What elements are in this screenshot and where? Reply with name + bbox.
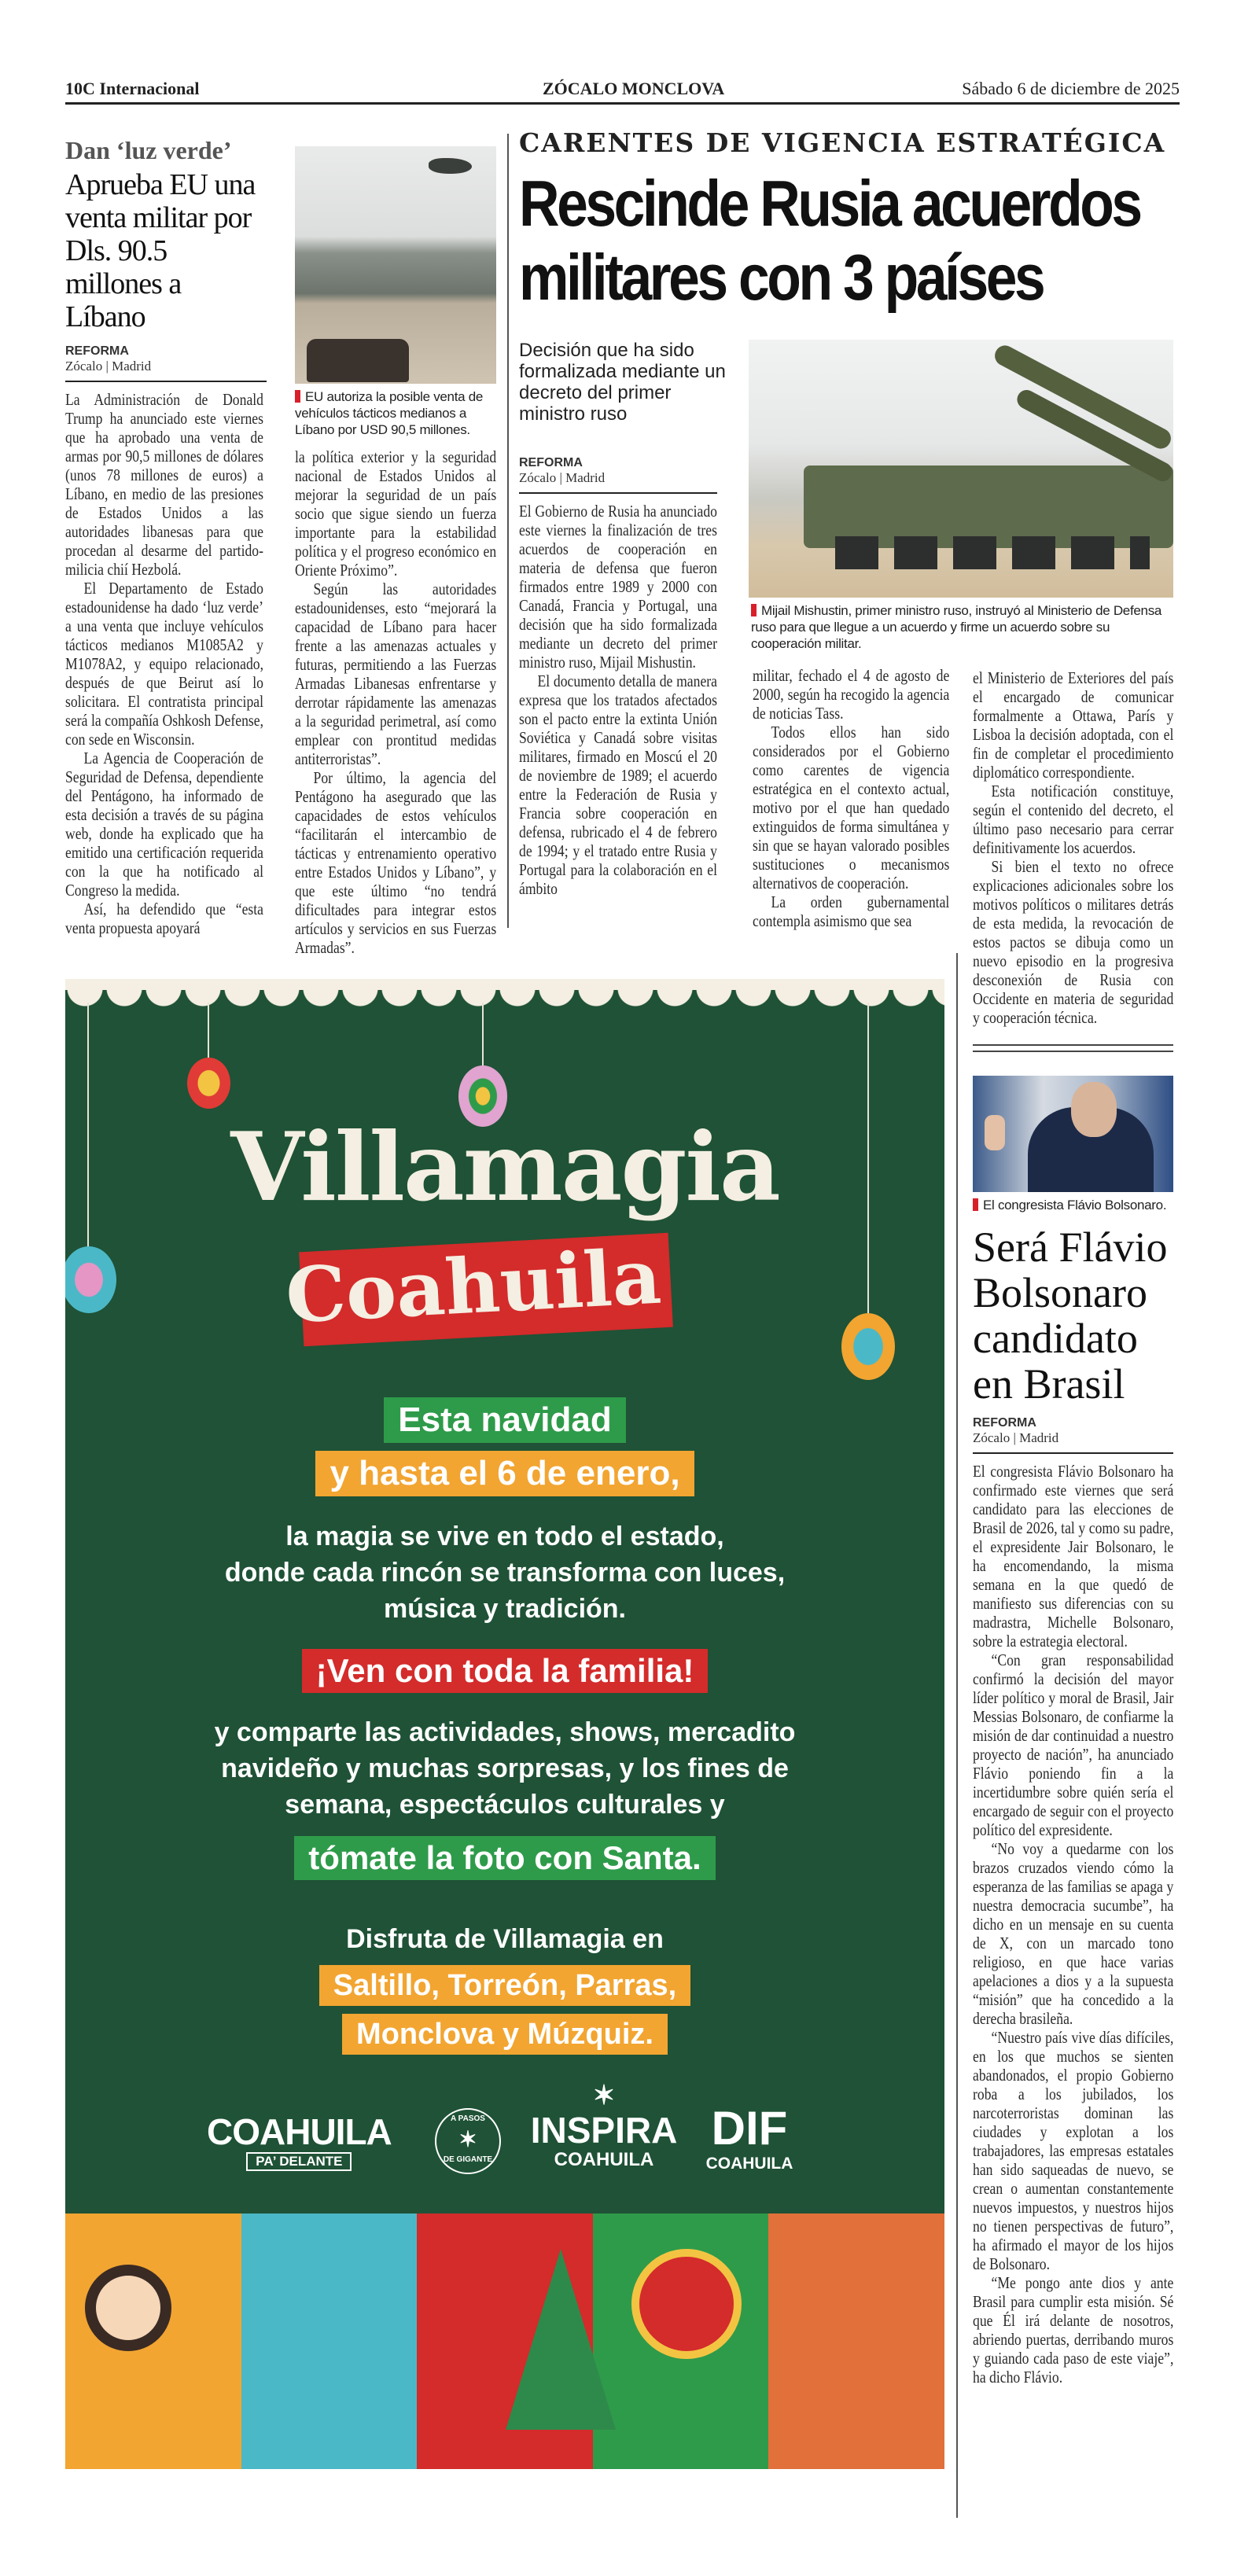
column-divider [956,953,958,2518]
helicopter-shape [429,158,472,174]
logo-text: COAHUILA [207,2111,392,2152]
issue-date: Sábado 6 de diciembre de 2025 [962,79,1180,98]
russia-deck: Decisión que ha sido formalizada mediante un decreto del primer ministro ruso [519,340,726,425]
paragraph: el Ministerio de Exteriores del país el encargado de comunicar formalmente a Ottawa, París y Lisboa la decisión adoptada, con el fin de completar el procedimiento diplomático correspondiente. [973,668,1174,782]
ad-text-line: y comparte las actividades, shows, mercadito [214,1717,796,1747]
byline-rule [65,381,267,382]
paragraph: La orden gubernamental contempla asimismo que sea [753,892,950,930]
star-icon: ✶ [592,2081,616,2110]
ad-cta-familia: ¡Ven con toda la familia! [302,1649,709,1693]
brazil-body [973,1462,1173,2386]
russia-column-2 [753,666,949,930]
logo-text: DIF [711,2102,788,2155]
logo-inspira-coahuila [529,2080,679,2171]
logo-subtext: PA’ DELANTE [246,2152,352,2171]
ad-enjoy: Disfruta de Villamagia en [346,1924,664,1954]
thumb-shape [985,1115,1005,1150]
bolsonaro-photo-caption [973,1197,1173,1213]
lebanon-photo [295,146,496,384]
byline-rule [973,1452,1173,1454]
ad-text-line: la magia se vive en todo el estado, [285,1522,724,1551]
bolsonaro-photo [973,1076,1173,1192]
logo-a-pasos-de-gigante [435,2108,501,2174]
ad-text-block-1 [65,1518,944,1627]
logo-text: INSPIRA [530,2110,678,2151]
lebanon-left-column [65,135,267,937]
brazil-headline: Será Flávio Bolsonaro candidato en Brasil [973,1224,1168,1408]
section-double-rule [973,1044,1173,1046]
lebanon-kicker: Dan ‘luz verde’ [65,136,232,164]
paragraph: “No voy a quedarme con los brazos cruzados viendo cómo la esperanza de las familias se apaga y nuestra democracia sucumbe”, ha dicho en un mensaje en su cuenta de X, con un marcado tono religioso, en que hace varias apelaciones a dios y a la supuesta “misión” que ha concedido a la derecha brasileña. [973,1839,1174,2028]
lebanon-column-1 [65,390,263,937]
paragraph: El congresista Flávio Bolsonaro ha confirmado este viernes que será candidato para las elecciones de Brasil de 2026, tal y como su padre, el expresidente Jair Bolsonaro, le ha encomendando, la misma semana en la que quedó de manifiesto sus diferencias con su madrastra, Michelle Bolsonaro, sobre la estrategia electoral. [973,1462,1174,1650]
paragraph: Por último, la agencia del Pentágono ha asegurado que las capacidades de estos vehículos “facilitarán el intercambio de tácticas y entrenamiento operativo entre Estados Unidos y Líbano”, y que este último “no tendrá dificultades para integrar estos artículos y servicios en sus Fuerzas Armadas”. [295,768,497,957]
ornament-red-icon [187,1058,230,1109]
ad-line-hasta-enero: y hasta el 6 de enero, [315,1451,694,1496]
column-divider [507,134,509,928]
russia-column-1 [519,502,717,898]
lebanon-photo-column [295,146,496,957]
paragraph: El Gobierno de Rusia ha anunciado este viernes la finalización de tres acuerdos de cooperación en materia de defensa que fueron firmados entre 1989 y 2000 con Canadá, Francia y Portugal, una decisión que ha sido formalizada mediante un decreto del primer ministro ruso, Mijail Mishustin. [519,502,717,672]
snow-scallops [65,988,944,1007]
paragraph: “Me pongo ante dios y ante Brasil para cumplir esta misión. Sé que Él irá delante de nosotros, abriendo puertas, derribando muros y guiando cada paso de este viaje”, ha dicho Flávio. [973,2273,1174,2386]
paragraph: La Administración de Donald Trump ha anunciado este viernes que ha aprobado una venta de armas por 90,5 millones de dólares (unos 78 millones de euros) a Líbano, en medio de las presiones de Estados Unidos a las autoridades libanesas para que procedan al desarme del partido-milicia chií Hezbolá. [65,390,263,579]
section-double-rule [973,1051,1173,1052]
caption-text: El congresista Flávio Bolsonaro. [983,1198,1167,1213]
paragraph: “Con gran responsabilidad confirmó la decisión del mayor líder político y moral de Brasil, Jair Messias Bolsonaro, de confiarme la misión de dar continuidad a nuestro proyecto de nación”, ha anunciado Flávio poniendo fin a la incertidumbre sobre quién sería el encargado de seguir con el proyecto político del expresidente. [973,1650,1174,1839]
russia-left-column [519,340,726,898]
caption-text: EU autoriza la posible venta de vehículos tácticos medianos a Líbano por USD 90,5 millones. [295,389,484,437]
ornament-orange-icon [841,1313,895,1380]
ad-text-line: donde cada rincón se transforma con luces, [224,1558,786,1588]
face-shape [1071,1082,1117,1137]
caption-marker [973,1198,978,1211]
train-illustration [241,2214,418,2469]
logo-coahuila-padelante [207,2111,392,2171]
ad-line-esta-navidad: Esta navidad [384,1397,625,1443]
section-label: 10C Internacional [65,79,200,98]
paragraph: Según las autoridades estadounidenses, esto “mejorará la capacidad de Líbano para hacer frente a las amenazas actuales y futuras, permitiendo a las Fuerzas Armadas Libanesas enfrentarse y derrotar rápidamente las amenazas a la seguridad perimetral, así como emplear con prontitud medidas antiterroristas”. [295,580,497,768]
lebanon-photo-caption [295,388,496,438]
ad-cities-1: Saltillo, Torreón, Parras, [319,1965,690,2006]
ornament-string [482,1003,484,1065]
paragraph: “Nuestro país vive días difíciles, en los que muchos se sienten abandonados, el propio Gobierno roba a los jubilados, los narcoterroristas dominan las ciudades y explotan a los trabajadores, las empresas estatales han sido saqueadas de nuevo, se crean o aumentan constantemente nuevos impuestos, y nuestros hijos no tienen perspectivas de futuro”, ha afirmado el mayor de los hijos de Bolsonaro. [973,2028,1174,2273]
ad-text-block-2 [65,1714,944,1823]
caption-marker [295,390,300,403]
caption-marker [751,604,757,616]
lebanon-dateline: Zócalo | Madrid [65,359,152,374]
russia-agency: REFORMA [519,456,583,469]
brazil-agency: REFORMA [973,1416,1036,1430]
logo-subtext: COAHUILA [705,2155,793,2173]
paragraph: Esta notificación constituye, según el contenido del decreto, el último paso necesario para cerrar definitivamente los acuerdos. [973,782,1174,857]
ad-cities-2: Monclova y Múzquiz. [342,2014,668,2055]
ad-subtitle: Coahuila [283,1231,664,1341]
paragraph: La Agencia de Cooperación de Seguridad de Defensa, dependiente del Pentágono, ha informado de esta decisión a través de su página web, donde ha explicado que ha emitido una certificación requerida con la que ha notificado al Congreso la medida. [65,749,264,900]
paragraph: El Departamento de Estado estadounidense ha dado ‘luz verde’ a una venta que incluye vehículos tácticos medianos M1085A2 y M1078A2, y equipo relacionado, después de que Beirut así lo solicitara. El contratista principal será la compañía Oshkosh Defense, con sede en Wisconsin. [65,579,264,749]
star-icon: ✶ [458,2127,477,2151]
paragraph: Si bien el texto no ofrece explicaciones adicionales sobre los motivos políticos o militares detrás de esta medida, la revocación de estos pactos se dibuja como un nuevo episodio en la progresiva desconexión de Rusia con Occidente en materia de seguridad y cooperación técnica. [973,857,1174,1027]
brazil-dateline: Zócalo | Madrid [973,1430,1059,1445]
headline-text: Rescinde Rusia acuerdos militares con 3 países [519,167,1140,314]
ad-illustration-strip [65,2214,944,2469]
russia-column-3 [973,668,1173,1027]
wheels-shape [835,536,1150,569]
byline-rule [519,492,717,494]
right-column [973,668,1173,2386]
newspaper-name: ZÓCALO MONCLOVA [543,79,725,98]
russia-photo-caption [749,602,1173,652]
ornament-string [208,1003,209,1058]
vehicle-shape [307,339,409,382]
logo-dif-coahuila [702,2103,797,2174]
paragraph: militar, fechado el 4 de agosto de 2000, según ha recogido la agencia de noticias Tass. [753,666,950,723]
caption-text: Mijail Mishustin, primer ministro ruso, instruyó al Ministerio de Defensa ruso para que llegue a un acuerdo y firme un acuerdo sobre su cooperación militar. [751,603,1162,651]
russia-headline [519,167,1140,315]
lebanon-column-2 [295,447,496,957]
ad-text-line: música y tradición. [384,1594,626,1624]
paragraph: El documento detalla de manera expresa que los tratados afectados son el pacto entre la extinta Unión Soviética y Canadá sobre visitas militares, firmado en Moscú el 20 de noviembre de 1989; el acuerdo entre la Federación de Rusia y Francia sobre cooperación en defensa, rubricado el 4 de febrero de 1994; y el tratado entre Rusia y Portugal para la colaboración en el ámbito [519,672,717,898]
tree-icon [506,2249,616,2430]
ad-title: Villamagia [230,1112,779,1223]
russia-dateline: Zócalo | Madrid [519,470,606,485]
paragraph: Así, ha defendido que “esta venta propuesta apoyará [65,900,264,937]
russia-kicker: CARENTES DE VIGENCIA ESTRATÉGICA [519,127,1166,158]
header-rule [65,102,1180,105]
ad-santa-photo: tómate la foto con Santa. [294,1836,715,1880]
logo-text: DE GIGANTE [443,2155,493,2164]
ad-text-line: semana, espectáculos culturales y [285,1790,725,1820]
ad-text-line: navideño y muchas sorpresas, y los fines de [221,1754,789,1783]
bread-illustration [768,2214,944,2469]
russia-photo [749,340,1173,598]
villamagia-advertisement[interactable] [65,979,944,2469]
lebanon-agency: REFORMA [65,344,129,358]
flower-icon [631,2249,742,2359]
logo-text: A PASOS [451,2114,485,2123]
paragraph: Todos ellos han sido considerados por el Gobierno como carentes de vigencia estratégica en el contexto actual, motivo por el que han quedado extinguidos de forma simultánea y sin que se hayan valorado posibles sustituciones o mecanismos alternativos de cooperación. [753,723,950,892]
paragraph: la política exterior y la seguridad nacional de Estados Unidos al mejorar la seguridad de un país socio que sigue siendo un fuerza importante para la estabilidad política y el progreso económico en Oriente Próximo”. [295,447,497,580]
lebanon-headline: Aprueba EU una venta militar por Dls. 90.5 millones a Líbano [65,168,256,333]
logo-subtext: COAHUILA [554,2149,654,2170]
doll-face-icon [85,2265,171,2351]
